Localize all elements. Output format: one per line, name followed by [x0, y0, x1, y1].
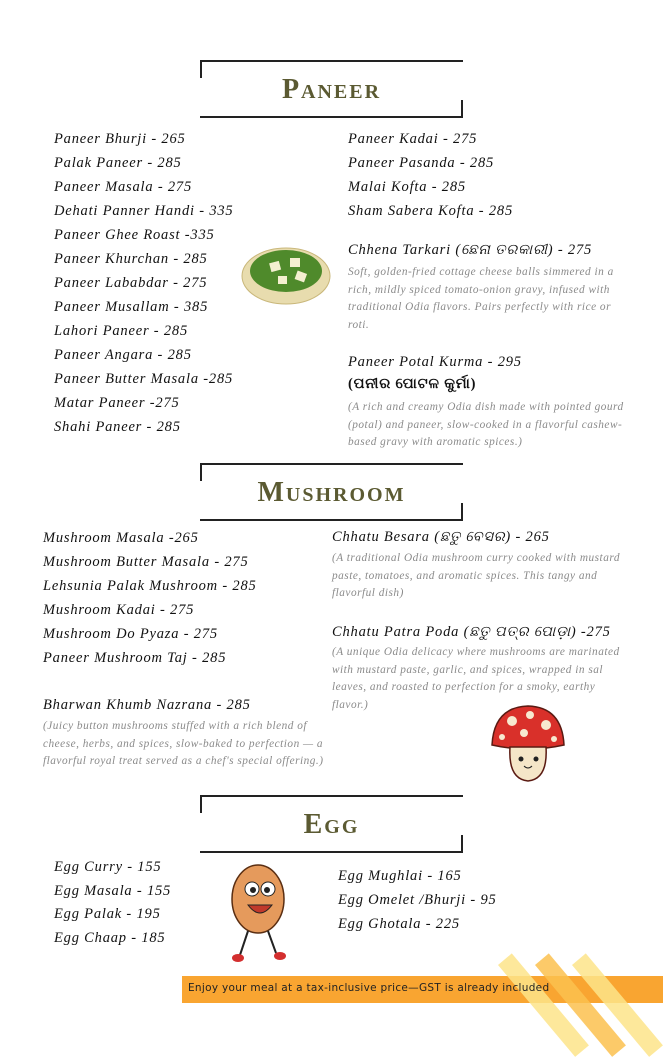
menu-item: Matar Paneer -275	[54, 395, 180, 411]
menu-item: Paneer Ghee Roast -335	[54, 227, 215, 243]
paneer-header	[200, 60, 463, 118]
special-item-name: Chhatu Besara (ଛତୁ ବେସର) - 265	[332, 529, 550, 545]
menu-item: Paneer Musallam - 385	[54, 299, 209, 315]
special-item-desc: Soft, golden-fried cottage cheese balls simmered in a rich, mildly spiced tomato-onion gravy, infused with traditional Odia flavors. Pairs perfectly with rice or roti.	[348, 266, 614, 331]
section-title: Paneer	[281, 74, 382, 105]
section-title: Mushroom	[257, 477, 406, 508]
menu-item: Lahori Paneer - 285	[54, 323, 189, 339]
menu-item: Mushroom Butter Masala - 275	[43, 554, 249, 570]
menu-item: Dehati Panner Handi - 335	[54, 203, 234, 219]
menu-item: Shahi Paneer - 285	[54, 419, 181, 435]
menu-item: Egg Chaap - 185	[54, 930, 166, 946]
special-item-desc: (Juicy button mushrooms stuffed with a rich blend of cheese, herbs, and spices, slow-baked to perfection — a flavorful royal treat served as a chef's special offering.)	[43, 720, 324, 767]
special-item-desc: (A traditional Odia mushroom curry cooked with mustard paste, tomatoes, and aromatic spices. This tangy and flavorful dish)	[332, 552, 620, 599]
menu-item: Egg Curry - 155	[54, 859, 162, 875]
palak-paneer-bowl-illustration	[240, 240, 332, 306]
menu-item: Egg Mughlai - 165	[338, 868, 462, 884]
menu-item: Paneer Mushroom Taj - 285	[43, 650, 227, 666]
menu-item: Mushroom Do Pyaza - 275	[43, 626, 218, 642]
special-item-odia-name: (ପନୀର ପୋଟଳ କୁର୍ମା)	[348, 376, 477, 392]
menu-item: Egg Masala - 155	[54, 883, 172, 899]
menu-item: Paneer Pasanda - 285	[348, 155, 495, 171]
menu-item: Egg Ghotala - 225	[338, 916, 460, 932]
egg-mascot-illustration	[218, 855, 300, 967]
menu-item: Egg Omelet /Bhurji - 95	[338, 892, 497, 908]
menu-item: Sham Sabera Kofta - 285	[348, 203, 514, 219]
special-item-name: Chhatu Patra Poda (ଛତୁ ପତ୍ର ପୋଡ଼ା) -275	[332, 624, 611, 640]
menu-item: Malai Kofta - 285	[348, 179, 466, 195]
menu-item: Paneer Kadai - 275	[348, 131, 478, 147]
menu-item: Paneer Khurchan - 285	[54, 251, 208, 267]
egg-header	[200, 795, 463, 853]
special-item-desc: (A unique Odia delicacy where mushrooms are marinated with mustard paste, garlic, and spices, wrapped in sal leaves, and roasted to perfection for a smoky, earthy flavor.)	[332, 646, 620, 711]
menu-item: Palak Paneer - 285	[54, 155, 182, 171]
special-item-name: Paneer Potal Kurma - 295	[348, 354, 522, 370]
menu-item: Paneer Butter Masala -285	[54, 371, 234, 387]
menu-item: Paneer Angara - 285	[54, 347, 192, 363]
menu-item: Paneer Lababdar - 275	[54, 275, 208, 291]
special-item-name: Bharwan Khumb Nazrana - 285	[43, 697, 251, 713]
menu-item: Lehsunia Palak Mushroom - 285	[43, 578, 257, 594]
menu-item: Mushroom Kadai - 275	[43, 602, 195, 618]
menu-item: Paneer Masala - 275	[54, 179, 193, 195]
menu-item: Mushroom Masala -265	[43, 530, 199, 546]
special-item-name: Chhena Tarkari (ଛେନା ତରକାରୀ) - 275	[348, 242, 593, 258]
menu-item: Egg Palak - 195	[54, 906, 161, 922]
section-title: Egg	[303, 809, 360, 840]
special-item-desc: (A rich and creamy Odia dish made with pointed gourd (potal) and paneer, slow-cooked in a flavorful cashew-based gravy with aromatic spices.)	[348, 401, 624, 448]
gst-note: Enjoy your meal at a tax-inclusive price—GST is already included	[188, 982, 550, 994]
mushroom-illustration	[488, 703, 568, 785]
mushroom-header	[200, 463, 463, 521]
menu-item: Paneer Bhurji - 265	[54, 131, 186, 147]
